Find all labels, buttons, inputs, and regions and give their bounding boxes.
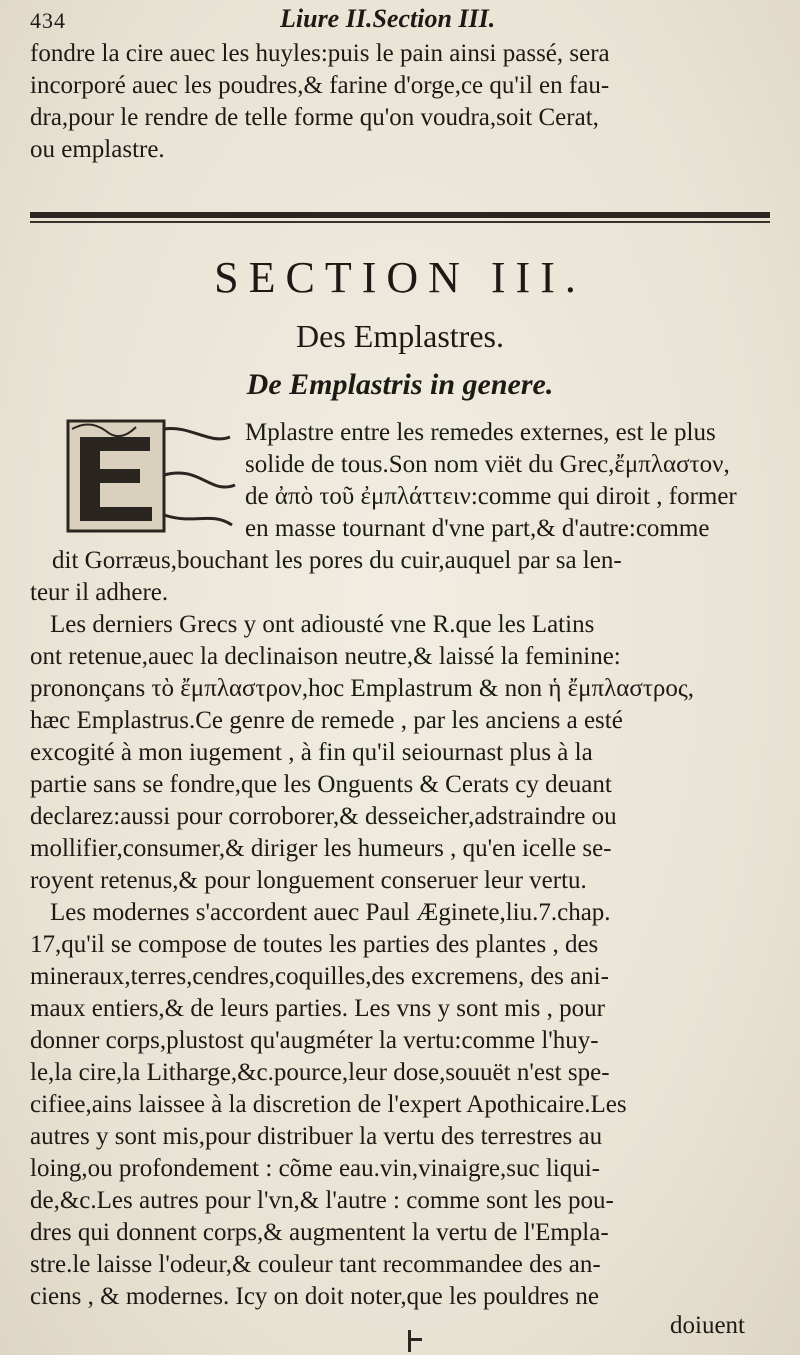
body-line: mollifier,consumer,& diriger les humeurs , qu'en icelle se-	[30, 835, 612, 862]
body-line: ciens , & modernes. Icy on doit noter,que les pouldres ne	[30, 1283, 599, 1310]
page-number: 434	[30, 8, 66, 33]
body-line: royent retenus,& pour longuement conseruer leur vertu.	[30, 867, 587, 894]
body-line: partie sans se fondre,que les Onguents & Cerats cy deuant	[30, 771, 612, 798]
body-line: en masse tournant d'vne part,& d'autre:comme	[245, 515, 710, 542]
body-line: Les modernes s'accordent auec Paul Æginete,liu.7.chap.	[50, 899, 611, 926]
body-line: Les derniers Grecs y ont adiousté vne R.que les Latins	[50, 611, 595, 638]
body-line: de ἀπὸ τοῦ ἐμπλάττειν:comme qui diroit , former	[245, 483, 737, 510]
running-head	[30, 4, 770, 34]
decorated-initial-e-icon	[60, 415, 240, 540]
body-line: dres qui donnent corps,& augmentent la vertu de l'Empla-	[30, 1219, 609, 1246]
body-line: stre.le laisse l'odeur,& couleur tant recommandee des an-	[30, 1251, 601, 1278]
body-line: 17,qu'il se compose de toutes les parties des plantes , des	[30, 931, 599, 958]
body-line: le,la cire,la Litharge,&c.pource,leur dose,souuët n'est spe-	[30, 1059, 610, 1086]
body-line: autres y sont mis,pour distribuer la vertu des terrestres au	[30, 1123, 603, 1150]
body-line: loing,ou profondement : cõme eau.vin,vinaigre,suc liqui-	[30, 1155, 600, 1182]
top-paragraph-line: dra,pour le rendre de telle forme qu'on voudra,soit Cerat,	[30, 104, 599, 131]
section-divider-rule	[30, 212, 770, 224]
body-line: teur il adhere.	[30, 579, 169, 606]
body-line: prononçans τὸ ἔμπλαστρον,hoc Emplastrum & non ἡ ἔμπλαστρος,	[30, 675, 695, 702]
running-title: Liure II.Section III.	[280, 4, 496, 33]
top-paragraph-line: incorporé auec les poudres,& farine d'orge,ce qu'il en fau-	[30, 72, 610, 99]
body-line: excogité à mon iugement , à fin qu'il seiournast plus à la	[30, 739, 593, 766]
section-subtitle: Des Emplastres.	[296, 318, 504, 354]
body-line: mineraux,terres,cendres,coquilles,des excremens, des ani-	[30, 963, 609, 990]
signature-mark-icon	[400, 1330, 430, 1355]
body-line: donner corps,plustost qu'augméter la vertu:comme l'huy-	[30, 1027, 599, 1054]
body-line: hæc Emplastrus.Ce genre de remede , par les anciens a esté	[30, 707, 623, 734]
section-title: SECTION III.	[214, 253, 586, 302]
body-line: ont retenue,auec la declinaison neutre,& laissé la feminine:	[30, 643, 621, 670]
body-line: maux entiers,& de leurs parties. Les vns y sont mis , pour	[30, 995, 605, 1022]
body-line: cifiee,ains laissee à la discretion de l'expert Apothicaire.Les	[30, 1091, 627, 1118]
body-line: de,&c.Les autres pour l'vn,& l'autre : comme sont les pou-	[30, 1187, 614, 1214]
catchword: doiuent	[670, 1312, 745, 1339]
top-paragraph-line: fondre la cire auec les huyles:puis le pain ainsi passé, sera	[30, 40, 610, 67]
body-line: solide de tous.Son nom viët du Grec,ἔμπλαστον,	[245, 451, 730, 478]
top-paragraph-line: ou emplastre.	[30, 136, 165, 163]
body-line: declarez:aussi pour corroborer,& desseicher,adstraindre ou	[30, 803, 617, 830]
body-line: Mplastre entre les remedes externes, est le plus	[245, 419, 716, 446]
body-line: dit Gorræus,bouchant les pores du cuir,auquel par sa len-	[52, 547, 622, 574]
section-latin-heading: De Emplastris in genere.	[246, 368, 554, 401]
